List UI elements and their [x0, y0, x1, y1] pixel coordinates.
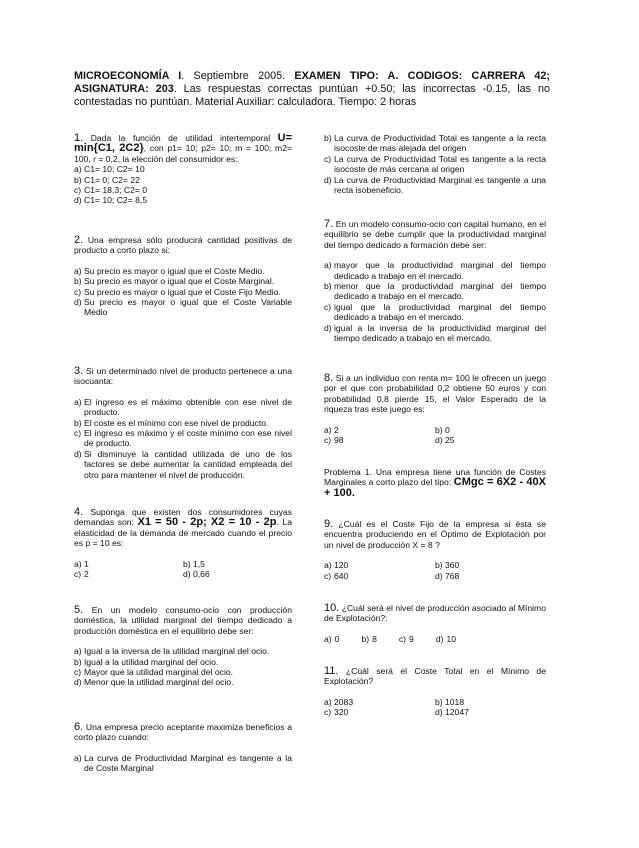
option-d: d) Menor que la utilidad marginal del ocio. — [74, 677, 234, 688]
option-c: c) 640 — [324, 570, 349, 581]
option-d: d) igual a la inversa de la productividad marginal del tiempo dedicado a trabajo en el mercado. — [324, 322, 546, 344]
option-a: a) mayor que la productividad marginal del tiempo dedicado a trabajo en el mercado. — [324, 260, 546, 281]
exam-codes: EXAMEN TIPO: A. CODIGOS: CARRERA 42; ASIGNATURA: 203 — [74, 70, 551, 95]
option-c: c) Su precio es mayor o igual que el Coste Fijo Medio. — [74, 286, 281, 297]
exam-instructions: . Las respuestas correctas puntúan +0.50; las incorrectas -0.15, las no contestadas no puntúan. Material Auxiliar: calculadora. Tiempo: 2 horas — [74, 83, 550, 108]
option-c: c) 320 — [324, 707, 349, 718]
question-6-continued — [324, 133, 546, 195]
question-2 — [74, 235, 292, 318]
option-b: b) Igual a la utilidad marginal del ocio. — [74, 656, 219, 667]
options-grid — [324, 697, 546, 718]
question-1 — [74, 133, 292, 206]
option-a: a) 2 — [324, 424, 339, 435]
option-d: d) 10 — [435, 633, 457, 644]
option-a: a) C1= 10; C2= 10 — [74, 164, 145, 175]
option-d: d) Su precio es mayor o igual que el Coste Variable Medio — [74, 297, 292, 318]
option-b: b) El coste es el mínimo con ese nivel de producto. — [74, 417, 269, 428]
option-d: d) 12047 — [435, 707, 469, 718]
question-stem: 7. En un modelo consumo-ocio con capital humano, en el equilibrio se debe cumplir que la productividad marginal del tiempo dedicado a formación debe ser: — [324, 218, 546, 250]
course-title: MICROECONOMÍA I — [74, 70, 182, 82]
question-11 — [324, 666, 546, 718]
option-a: a) 1 — [74, 558, 89, 569]
question-stem: 5. En un modelo consumo-ocio con producción doméstica, la utilidad marginal del tiempo dedicado a producción doméstica en el equilibrio debe ser: — [74, 604, 292, 636]
question-stem: 10. ¿Cuál será el nivel de producción asociado al Mínimo de Explotación?: — [324, 602, 546, 624]
question-9 — [324, 519, 546, 581]
option-b: b) menor que la productividad marginal del tiempo dedicado a trabajo en el mercado. — [324, 281, 546, 302]
option-c: c) Mayor que la utilidad marginal del ocio. — [74, 667, 234, 678]
option-a: a) 120 — [324, 560, 349, 571]
option-b: b) 360 — [435, 560, 460, 571]
option-d: d) Si disminuye la cantidad utilizada de uno de los factores se debe aumentar la cantidad empleada del otro para mantener el nivel de producción. — [74, 448, 292, 480]
option-c: c) 2 — [74, 569, 89, 580]
options-grid — [324, 560, 546, 581]
question-8 — [324, 373, 546, 445]
problem-statement: Problema 1. Una empresa tiene una función de Costes Marginales a corto plazo del tipo: CMgc = 6X2 - 40X + 100. — [324, 467, 547, 499]
exam-header — [74, 70, 550, 109]
question-6 — [74, 722, 292, 774]
question-5 — [74, 605, 292, 688]
option-d: d) 0,66 — [183, 569, 210, 580]
option-a: a) 0 — [324, 633, 340, 644]
question-stem: 6. Una empresa precio aceptante maximiza beneficios a corto plazo cuando: — [74, 721, 292, 743]
option-b: b) C1= 0; C2= 22 — [74, 174, 140, 185]
option-a: a) Su precio es mayor o igual que el Coste Medio. — [74, 265, 265, 276]
option-a: a) 2083 — [324, 696, 354, 707]
option-b: b) La curva de Productividad Total es tangente a la recta isocoste de mas alejada del origen — [324, 133, 546, 154]
marginal-cost-formula: CMgc = 6X2 - 40X + 100. — [324, 476, 547, 499]
option-a: a) Igual a la inversa de la utilidad marginal del ocio. — [74, 646, 270, 657]
utility-formula: U= min{C1, 2C2} — [74, 132, 292, 155]
question-stem: 8. Si a un individuo con renta m= 100 le ofrecen un juego por el que con probabilidad 0,2 obtiene 50 euros y con probabilidad 0,8 pierde 15, el Valor Esperado de la riqueza tras este juego es: — [324, 372, 546, 415]
option-b: b) 1,5 — [183, 558, 205, 569]
option-b: b) 8 — [361, 633, 377, 644]
option-b: b) 0 — [435, 424, 450, 435]
question-stem: 3. Si un determinado nivel de producto pertenece a una isocuanta: — [74, 365, 292, 387]
question-stem: 11. ¿Cuál será el Coste Total en el Mínimo de Explotación? — [324, 665, 546, 687]
question-4 — [74, 507, 292, 579]
option-a: a) La curva de Productividad Marginal es tangente a la de Coste Marginal — [74, 752, 292, 774]
option-d: d) C1= 10; C2= 8,5 — [74, 195, 148, 206]
question-stem: 4. Suponga que existen dos consumidores cuyas demandas son: X1 = 50 - 2p; X2 = 10 - 2p. La elasticidad de la demanda de mercado cuando el precio es p = 10 es: — [74, 506, 292, 549]
option-d: d) 768 — [435, 570, 460, 581]
option-a: a) El ingreso es el máximo obtenible con ese nivel de producto. — [74, 396, 292, 418]
question-stem: 1. Dada la función de utilidad intertemporal U= min{C1, 2C2}, con p1= 10; p2= 10; m = 100; m2= 100, r = 0,2, la elección del consumidor es: — [74, 132, 292, 164]
option-d: d) La curva de Productividad Marginal es tangente a una recta isobeneficio. — [324, 174, 546, 196]
question-7 — [324, 219, 546, 343]
option-c: c) C1= 18,3; C2= 0 — [74, 185, 148, 196]
problem-1 — [324, 467, 546, 498]
options-row — [324, 634, 546, 644]
options-grid — [74, 559, 292, 580]
option-d: d) 25 — [435, 435, 455, 446]
question-stem: 2. Una empresa sólo producirá cantidad positivas de producto a corto plazo si: — [74, 234, 292, 256]
option-b: b) Su precio es mayor o igual que el Coste Marginal. — [74, 276, 275, 287]
exam-date: . Septiembre 2005. — [181, 70, 295, 82]
options-grid — [324, 425, 546, 446]
question-10 — [324, 603, 546, 644]
option-c: c) 9 — [398, 633, 414, 644]
option-c: c) 98 — [324, 435, 344, 446]
option-c: c) La curva de Productividad Total es tangente a la recta isocoste de más cercana al origen — [324, 153, 546, 175]
option-b: b) 1018 — [435, 696, 465, 707]
option-c: c) igual que la productividad marginal del tiempo dedicado a trabajo en el mercado. — [324, 301, 546, 323]
option-c: c) El ingreso es máximo y el coste mínimo con ese nivel de producto. — [74, 428, 292, 449]
question-3 — [74, 366, 292, 480]
demand-formulas: X1 = 50 - 2p; X2 = 10 - 2p — [137, 516, 277, 529]
question-stem: 9. ¿Cuál es el Coste Fijo de la empresa si ésta se encuentra produciendo en el Óptimo de Explotación por un nivel de producción X = 8 ? — [324, 518, 546, 550]
